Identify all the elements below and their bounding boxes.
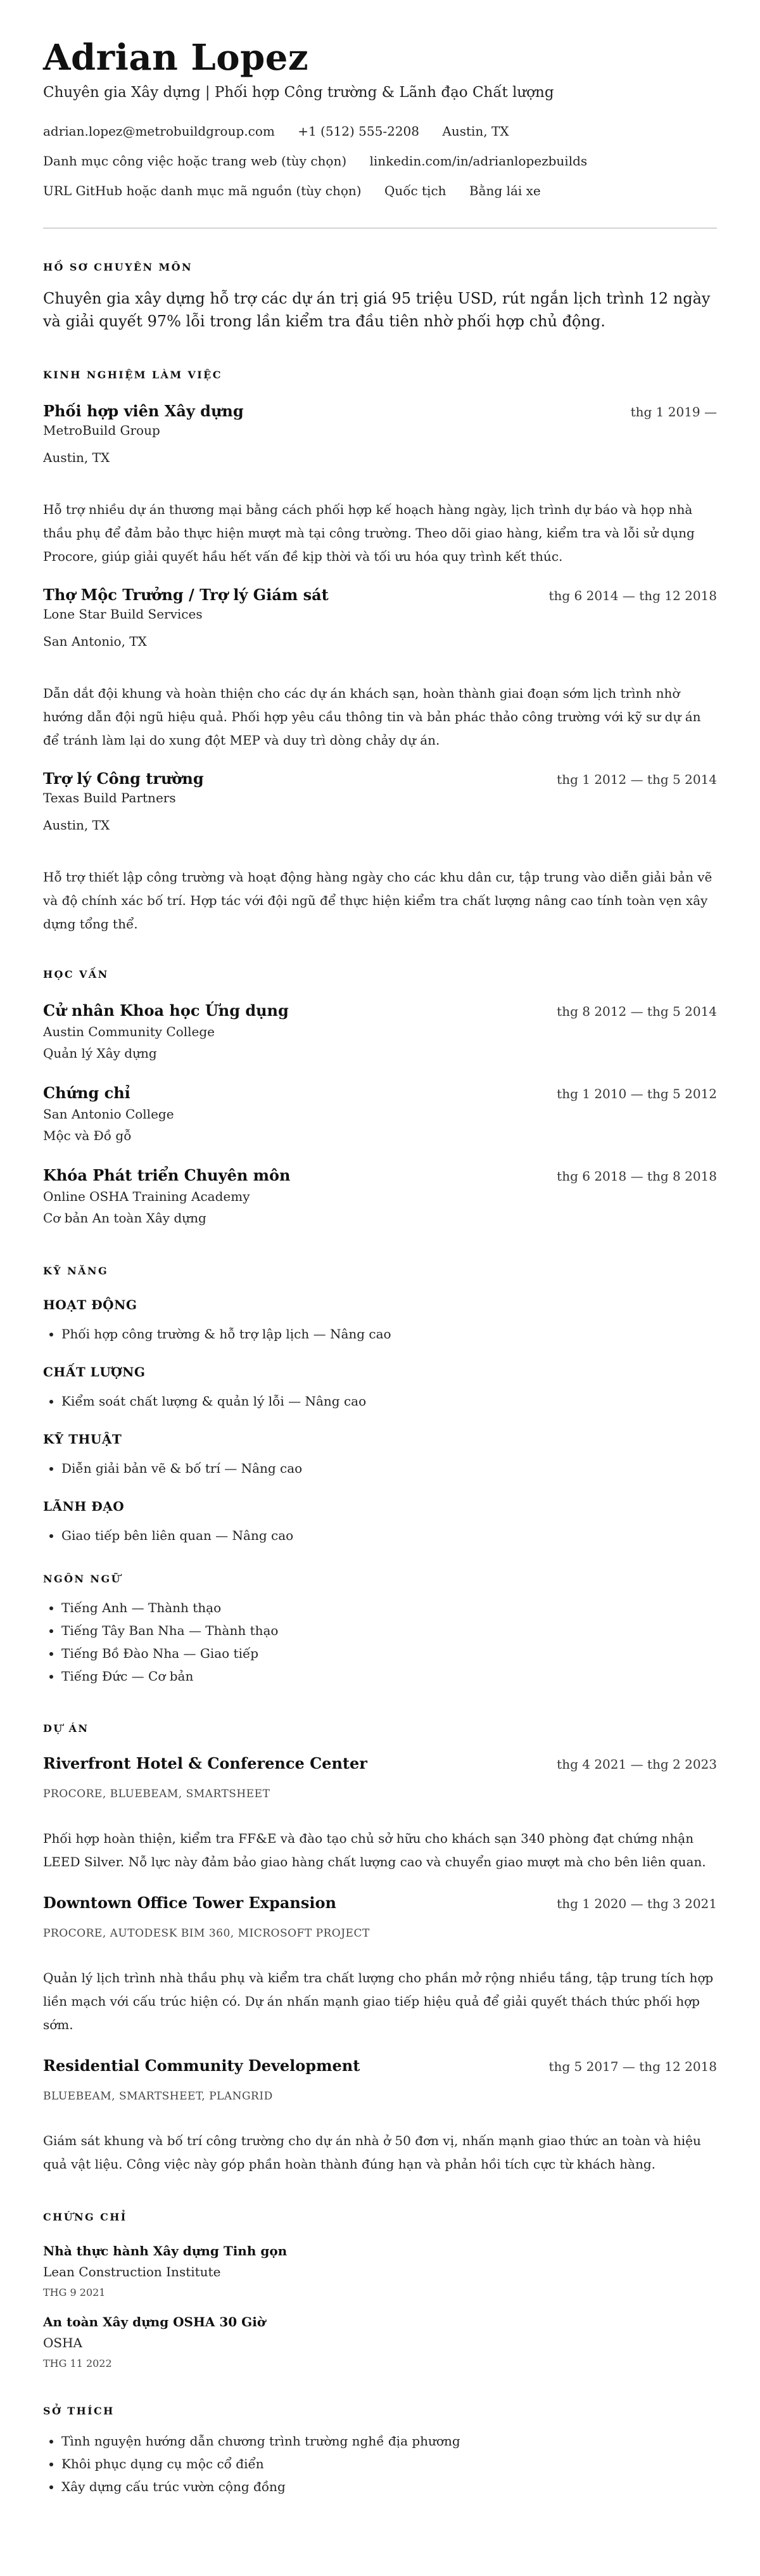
education-dates: thg 1 2010 — thg 5 2012: [557, 1086, 717, 1101]
language-item: • Tiếng Bồ Đào Nha — Giao tiếp: [61, 1642, 717, 1665]
contact-row: [43, 122, 717, 140]
skill-item: • Diễn giải bản vẽ & bố trí — Nâng cao: [61, 1457, 717, 1480]
language-item: • Tiếng Anh — Thành thạo: [61, 1596, 717, 1619]
project-description: Phối hợp hoàn thiện, kiểm tra FF&E và đào tạo chủ sở hữu cho khách sạn 340 phòng đạt chứng nhận LEED Silver. Nỗ lực này đảm bảo giao hàng chất lượng cao và chuyển giao mượt mà cho bên liên quan.: [43, 1831, 706, 1869]
skills-section: [43, 1264, 717, 1547]
skill-group-title: KỸ THUẬT: [43, 1432, 122, 1447]
certifications-section: [43, 2210, 717, 2371]
education-entry: [43, 1001, 717, 1064]
candidate-name: Adrian Lopez: [43, 37, 309, 79]
school-name: Online OSHA Training Academy: [43, 1189, 250, 1204]
section-title: HỌC VẤN: [43, 968, 109, 980]
skill-list: [43, 1390, 717, 1413]
field-of-study: Mộc và Đồ gỗ: [43, 1128, 132, 1143]
skill-group-title: CHẤT LƯỢNG: [43, 1364, 146, 1380]
certification-issuer: Lean Construction Institute: [43, 2264, 221, 2279]
school-name: San Antonio College: [43, 1106, 174, 1122]
job-dates: thg 1 2012 — thg 5 2014: [557, 772, 717, 787]
job-description: Dẫn dắt đội khung và hoàn thiện cho các dự án khách sạn, hoàn thành giai đoạn sớm lịch trình nhờ hướng dẫn đội ngũ hiệu quả. Phối hợp yêu cầu thông tin và bản phác thảo công trường với kỹ sư dự án để tránh làm lại do xung đột MEP và duy trì dòng chảy dự án.: [43, 686, 701, 748]
experience-entry: [43, 585, 717, 752]
hobbies-section: [43, 2404, 717, 2498]
project-name: Downtown Office Tower Expansion: [43, 1894, 336, 1912]
section-title: KỸ NĂNG: [43, 1265, 109, 1277]
job-description: Hỗ trợ nhiều dự án thương mại bằng cách phối hợp kế hoạch hàng ngày, lịch trình dự báo và họp nhà thầu phụ để đảm bảo thực hiện mượt mà tại công trường. Theo dõi giao hàng, kiểm tra và lỗi sử dụng Procore, giúp giải quyết hầu hết vấn đề kịp thời và tối ưu hóa quy trình kết thúc.: [43, 502, 695, 564]
project-dates: thg 5 2017 — thg 12 2018: [548, 2059, 717, 2074]
skill-item: • Phối hợp công trường & hỗ trợ lập lịch — Nâng cao: [61, 1323, 717, 1345]
job-title: Phối hợp viên Xây dựng: [43, 402, 244, 420]
degree-title: Chứng chỉ: [43, 1084, 130, 1102]
experience-entry: [43, 769, 717, 936]
section-title: DỰ ÁN: [43, 1722, 89, 1734]
experience-section: [43, 368, 717, 936]
job-location: Austin, TX: [43, 817, 110, 833]
contact-nationality: Quốc tịch: [384, 183, 446, 198]
project-dates: thg 1 2020 — thg 3 2021: [557, 1896, 717, 1911]
contact-phone[interactable]: +1 (512) 555-2208: [298, 124, 420, 139]
skill-group-title: HOẠT ĐỘNG: [43, 1297, 137, 1312]
certification-entry: [43, 2313, 717, 2371]
contact-drivers-license: Bằng lái xe: [469, 183, 541, 198]
contact-email[interactable]: adrian.lopez@metrobuildgroup.com: [43, 124, 275, 139]
education-dates: thg 8 2012 — thg 5 2014: [557, 1004, 717, 1019]
skill-list: [43, 1524, 717, 1547]
project-dates: thg 4 2021 — thg 2 2023: [557, 1757, 717, 1772]
profile-section: [43, 260, 717, 333]
hobby-item: • Xây dựng cấu trúc vườn cộng đồng: [61, 2475, 717, 2498]
language-list: [43, 1596, 717, 1688]
job-dates: thg 6 2014 — thg 12 2018: [548, 588, 717, 603]
field-of-study: Quản lý Xây dựng: [43, 1046, 157, 1061]
header-divider: [43, 227, 717, 229]
job-description: Hỗ trợ thiết lập công trường và hoạt động hàng ngày cho các khu dân cư, tập trung vào diễn giải bản vẽ và độ chính xác bố trí. Hợp tác với đội ngũ để thực hiện kiểm tra chất lượng nâng cao tính toàn vẹn xây dựng tổng thể.: [43, 869, 712, 932]
certification-issuer: OSHA: [43, 2335, 82, 2350]
job-location: San Antonio, TX: [43, 634, 147, 649]
language-item: • Tiếng Tây Ban Nha — Thành thạo: [61, 1619, 717, 1642]
contact-location: Austin, TX: [442, 124, 509, 139]
project-tech: PROCORE, AUTODESK BIM 360, MICROSOFT PROJECT: [43, 1927, 370, 1940]
job-company: MetroBuild Group: [43, 423, 160, 438]
section-title: SỞ THÍCH: [43, 2405, 115, 2417]
project-tech: PROCORE, BLUEBEAM, SMARTSHEET: [43, 1788, 270, 1800]
languages-section: [43, 1572, 717, 1688]
hobby-item: • Tình nguyện hướng dẫn chương trình trường nghề địa phương: [61, 2430, 717, 2452]
skill-item: • Giao tiếp bên liên quan — Nâng cao: [61, 1524, 717, 1547]
hobby-list: [43, 2430, 717, 2498]
project-description: Giám sát khung và bố trí công trường cho dự án nhà ở 50 đơn vị, nhấn mạnh giao thức an toàn và hiệu quả vật liệu. Công việc này góp phần hoàn thành đúng hạn và phản hồi tích cực từ khách hàng.: [43, 2133, 701, 2172]
experience-entry: [43, 401, 717, 568]
certification-date: THG 9 2021: [43, 2286, 106, 2298]
education-entry: [43, 1083, 717, 1146]
skill-list: [43, 1323, 717, 1345]
job-company: Lone Star Build Services: [43, 606, 203, 622]
resume-header: [43, 35, 717, 229]
education-entry: [43, 1165, 717, 1229]
section-title: CHỨNG CHỈ: [43, 2211, 127, 2223]
language-item: • Tiếng Đức — Cơ bản: [61, 1665, 717, 1688]
project-name: Riverfront Hotel & Conference Center: [43, 1754, 367, 1772]
profile-summary: Chuyên gia xây dựng hỗ trợ các dự án trị giá 95 triệu USD, rút ngắn lịch trình 12 ngày và giải quyết 97% lỗi trong lần kiểm tra đầu tiên nhờ phối hợp chủ động.: [43, 290, 711, 330]
education-dates: thg 6 2018 — thg 8 2018: [557, 1169, 717, 1184]
section-title: NGÔN NGỮ: [43, 1573, 122, 1585]
contact-linkedin[interactable]: linkedin.com/in/adrianlopezbuilds: [369, 153, 588, 169]
certification-entry: [43, 2242, 717, 2300]
education-section: [43, 968, 717, 1229]
candidate-headline: Chuyên gia Xây dựng | Phối hợp Công trường & Lãnh đạo Chất lượng: [43, 84, 554, 101]
certification-date: THG 11 2022: [43, 2357, 112, 2369]
section-title: KINH NGHIỆM LÀM VIỆC: [43, 369, 222, 381]
contact-row: [43, 152, 717, 170]
contact-row: [43, 182, 717, 200]
school-name: Austin Community College: [43, 1024, 215, 1039]
contact-github[interactable]: URL GitHub hoặc danh mục mã nguồn (tùy chọn): [43, 183, 362, 198]
certification-name: Nhà thực hành Xây dựng Tinh gọn: [43, 2243, 288, 2259]
skill-group-title: LÃNH ĐẠO: [43, 1499, 125, 1514]
hobby-item: • Khôi phục dụng cụ mộc cổ điển: [61, 2452, 717, 2475]
project-entry: [43, 1753, 717, 1874]
projects-section: [43, 1722, 717, 2176]
contact-portfolio[interactable]: Danh mục công việc hoặc trang web (tùy chọn): [43, 153, 347, 169]
job-location: Austin, TX: [43, 450, 110, 465]
job-company: Texas Build Partners: [43, 790, 176, 805]
job-dates: thg 1 2019 —: [630, 404, 717, 420]
skill-list: [43, 1457, 717, 1480]
project-description: Quản lý lịch trình nhà thầu phụ và kiểm tra chất lượng cho phần mở rộng nhiều tầng, tập trung tích hợp liền mạch với cấu trúc hiện có. Dự án nhấn mạnh giao tiếp hiệu quả để giải quyết thách thức phối hợp sớm.: [43, 1970, 714, 2032]
degree-title: Cử nhân Khoa học Ứng dụng: [43, 1001, 289, 1020]
project-tech: BLUEBEAM, SMARTSHEET, PLANGRID: [43, 2090, 273, 2103]
project-entry: [43, 2056, 717, 2176]
job-title: Trợ lý Công trường: [43, 769, 204, 788]
section-title: HỒ SƠ CHUYÊN MÔN: [43, 261, 193, 273]
degree-title: Khóa Phát triển Chuyên môn: [43, 1166, 291, 1184]
project-entry: [43, 1893, 717, 2037]
field-of-study: Cơ bản An toàn Xây dựng: [43, 1210, 206, 1226]
skill-item: • Kiểm soát chất lượng & quản lý lỗi — Nâng cao: [61, 1390, 717, 1413]
certification-name: An toàn Xây dựng OSHA 30 Giờ: [43, 2314, 266, 2329]
job-title: Thợ Mộc Trưởng / Trợ lý Giám sát: [43, 586, 329, 604]
project-name: Residential Community Development: [43, 2056, 360, 2075]
